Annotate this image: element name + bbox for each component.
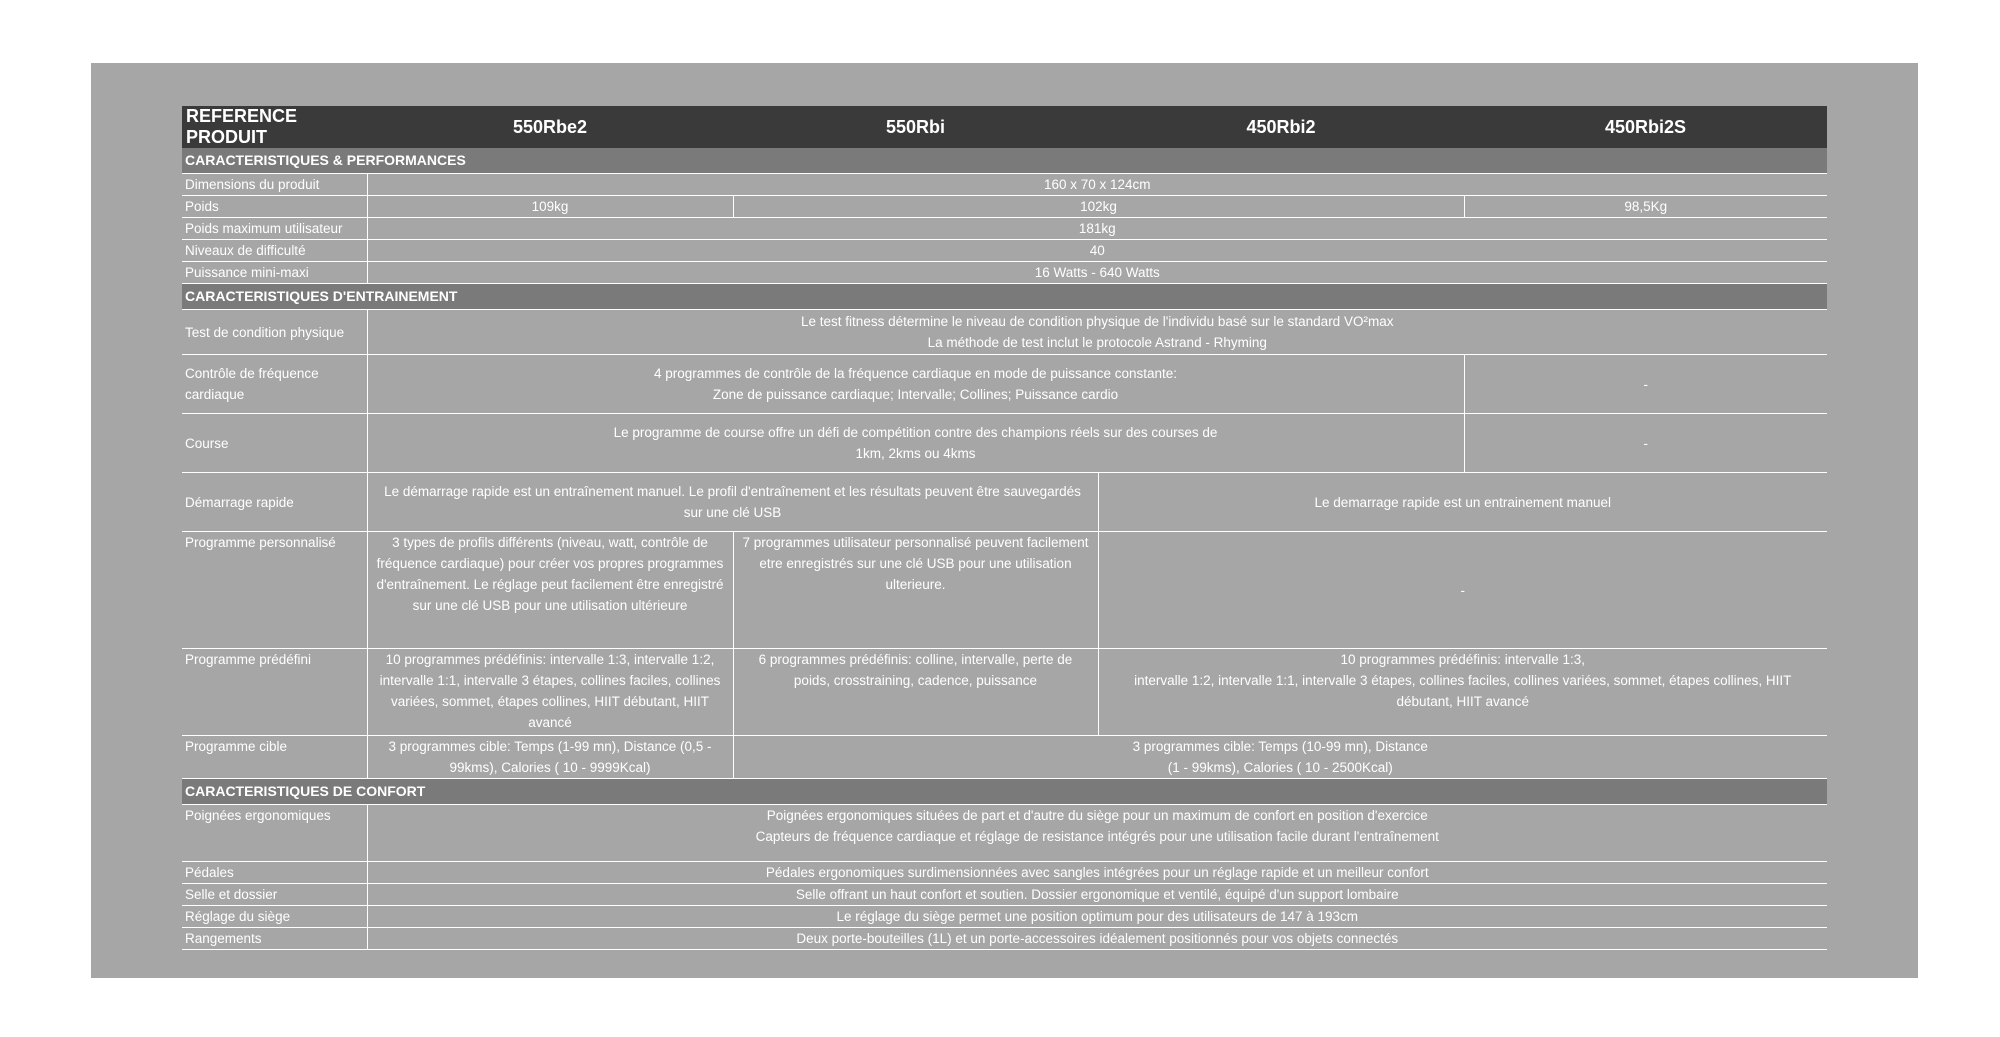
section-confort xyxy=(182,779,1827,805)
row-test xyxy=(182,310,1827,355)
row-frequence xyxy=(182,355,1827,414)
row-value: - xyxy=(1098,532,1827,649)
row-value: 3 types de profils différents (niveau, watt, contrôle de fréquence cardiaque) pour créer vos propres programmes d'entraînement. Le réglage peut facilement être enregistré sur une clé USB pour une utilisation ultérieure xyxy=(367,532,733,649)
row-poids-max xyxy=(182,218,1827,240)
row-value: 181kg xyxy=(367,218,1827,240)
row-poignees xyxy=(182,805,1827,862)
row-predefini xyxy=(182,649,1827,736)
row-cible xyxy=(182,736,1827,779)
row-value-line: Zone de puissance cardiaque; Intervalle; Collines; Puissance cardio xyxy=(712,387,1119,402)
model-450rbi2: 450Rbi2 xyxy=(1098,106,1464,148)
row-value: - xyxy=(1464,355,1827,414)
header-label: REFERENCE PRODUIT xyxy=(182,106,367,148)
row-value xyxy=(1098,649,1827,736)
row-label: Réglage du siège xyxy=(182,906,367,928)
row-course xyxy=(182,414,1827,473)
row-reglage xyxy=(182,906,1827,928)
model-550rbi: 550Rbi xyxy=(733,106,1098,148)
row-label: Course xyxy=(182,414,367,473)
row-value: 98,5Kg xyxy=(1464,196,1827,218)
row-value: 109kg xyxy=(367,196,733,218)
row-value: 40 xyxy=(367,240,1827,262)
row-value: 10 programmes prédéfinis: intervalle 1:3, intervalle 1:2, intervalle 1:1, intervalle 3 étapes, collines faciles, collines variées, sommet, étapes collines, HIIT débutant, HIIT avancé xyxy=(367,649,733,736)
row-pedales xyxy=(182,862,1827,884)
row-value-line: Capteurs de fréquence cardiaque et réglage de resistance intégrés pour une utilisation facile durant l'entraînement xyxy=(755,829,1439,844)
row-value: - xyxy=(1464,414,1827,473)
header-row xyxy=(182,106,1827,148)
row-value: Le réglage du siège permet une position optimum pour des utilisateurs de 147 à 193cm xyxy=(367,906,1827,928)
row-value: 3 programmes cible: Temps (1-99 mn), Distance (0,5 - 99kms), Calories ( 10 - 9999Kcal) xyxy=(367,736,733,779)
row-label: Programme prédéfini xyxy=(182,649,367,736)
row-value-line: Le programme de course offre un défi de compétition contre des champions réels sur des courses de xyxy=(613,425,1218,440)
row-value-line: 3 programmes cible: Temps (10-99 mn), Distance xyxy=(1132,739,1428,754)
section-title: CARACTERISTIQUES & PERFORMANCES xyxy=(182,148,1827,174)
row-dimensions xyxy=(182,174,1827,196)
row-niveaux xyxy=(182,240,1827,262)
row-label: Puissance mini-maxi xyxy=(182,262,367,284)
row-personnalise xyxy=(182,532,1827,649)
row-value xyxy=(367,355,1464,414)
row-rangements xyxy=(182,928,1827,950)
model-450rbi2s: 450Rbi2S xyxy=(1464,106,1827,148)
row-value-line: Poignées ergonomiques situées de part et d'autre du siège pour un maximum de confort en position d'exercice xyxy=(766,808,1428,823)
spec-table xyxy=(182,106,1827,950)
row-value-line: 1km, 2kms ou 4kms xyxy=(855,446,976,461)
row-value-line: 4 programmes de contrôle de la fréquence cardiaque en mode de puissance constante: xyxy=(653,366,1178,381)
row-label: Dimensions du produit xyxy=(182,174,367,196)
section-title: CARACTERISTIQUES DE CONFORT xyxy=(182,779,1827,805)
row-value-line: (1 - 99kms), Calories ( 10 - 2500Kcal) xyxy=(1167,760,1393,775)
row-value: 6 programmes prédéfinis: colline, intervalle, perte de poids, crosstraining, cadence, puissance xyxy=(733,649,1098,736)
row-value-line: 10 programmes prédéfinis: intervalle 1:3, xyxy=(1340,652,1586,667)
section-performances xyxy=(182,148,1827,174)
row-label: Programme personnalisé xyxy=(182,532,367,649)
row-label: Poids xyxy=(182,196,367,218)
row-value xyxy=(367,805,1827,862)
row-value: 7 programmes utilisateur personnalisé peuvent facilement etre enregistrés sur une clé USB pour une utilisation ulterieure. xyxy=(733,532,1098,649)
row-selle xyxy=(182,884,1827,906)
row-value: Selle offrant un haut confort et soutien. Dossier ergonomique et ventilé, équipé d'un support lombaire xyxy=(367,884,1827,906)
row-value: Le demarrage rapide est un entrainement manuel xyxy=(1098,473,1827,532)
row-value: Deux porte-bouteilles (1L) et un porte-accessoires idéalement positionnés pour vos objets connectés xyxy=(367,928,1827,950)
row-label: Niveaux de difficulté xyxy=(182,240,367,262)
row-value: 102kg xyxy=(733,196,1464,218)
row-label: Selle et dossier xyxy=(182,884,367,906)
row-value: 16 Watts - 640 Watts xyxy=(367,262,1827,284)
row-label: Démarrage rapide xyxy=(182,473,367,532)
row-value-line: intervalle 1:2, intervalle 1:1, intervalle 3 étapes, collines faciles, collines variées, sommet, étapes collines, HIIT débutant, HIIT avancé xyxy=(1134,673,1792,709)
row-label: Pédales xyxy=(182,862,367,884)
model-550rbe2: 550Rbe2 xyxy=(367,106,733,148)
row-value: 160 x 70 x 124cm xyxy=(367,174,1827,196)
row-value: Le démarrage rapide est un entraînement manuel. Le profil d'entraînement et les résultats peuvent être sauvegardés sur une clé USB xyxy=(367,473,1098,532)
section-entrainement xyxy=(182,284,1827,310)
row-value xyxy=(733,736,1827,779)
row-poids xyxy=(182,196,1827,218)
row-value xyxy=(367,414,1464,473)
section-title: CARACTERISTIQUES D'ENTRAINEMENT xyxy=(182,284,1827,310)
row-puissance xyxy=(182,262,1827,284)
row-label: Contrôle de fréquence cardiaque xyxy=(182,355,367,414)
row-label: Programme cible xyxy=(182,736,367,779)
row-label: Poids maximum utilisateur xyxy=(182,218,367,240)
row-label: Rangements xyxy=(182,928,367,950)
row-label: Test de condition physique xyxy=(182,310,367,355)
row-value-line: La méthode de test inclut le protocole Astrand - Rhyming xyxy=(927,335,1267,350)
row-value: Pédales ergonomiques surdimensionnées avec sangles intégrées pour un réglage rapide et un meilleur confort xyxy=(367,862,1827,884)
row-value xyxy=(367,310,1827,355)
row-label: Poignées ergonomiques xyxy=(182,805,367,862)
row-value-line: Le test fitness détermine le niveau de condition physique de l'individu basé sur le standard VO²max xyxy=(801,314,1394,329)
row-demarrage xyxy=(182,473,1827,532)
